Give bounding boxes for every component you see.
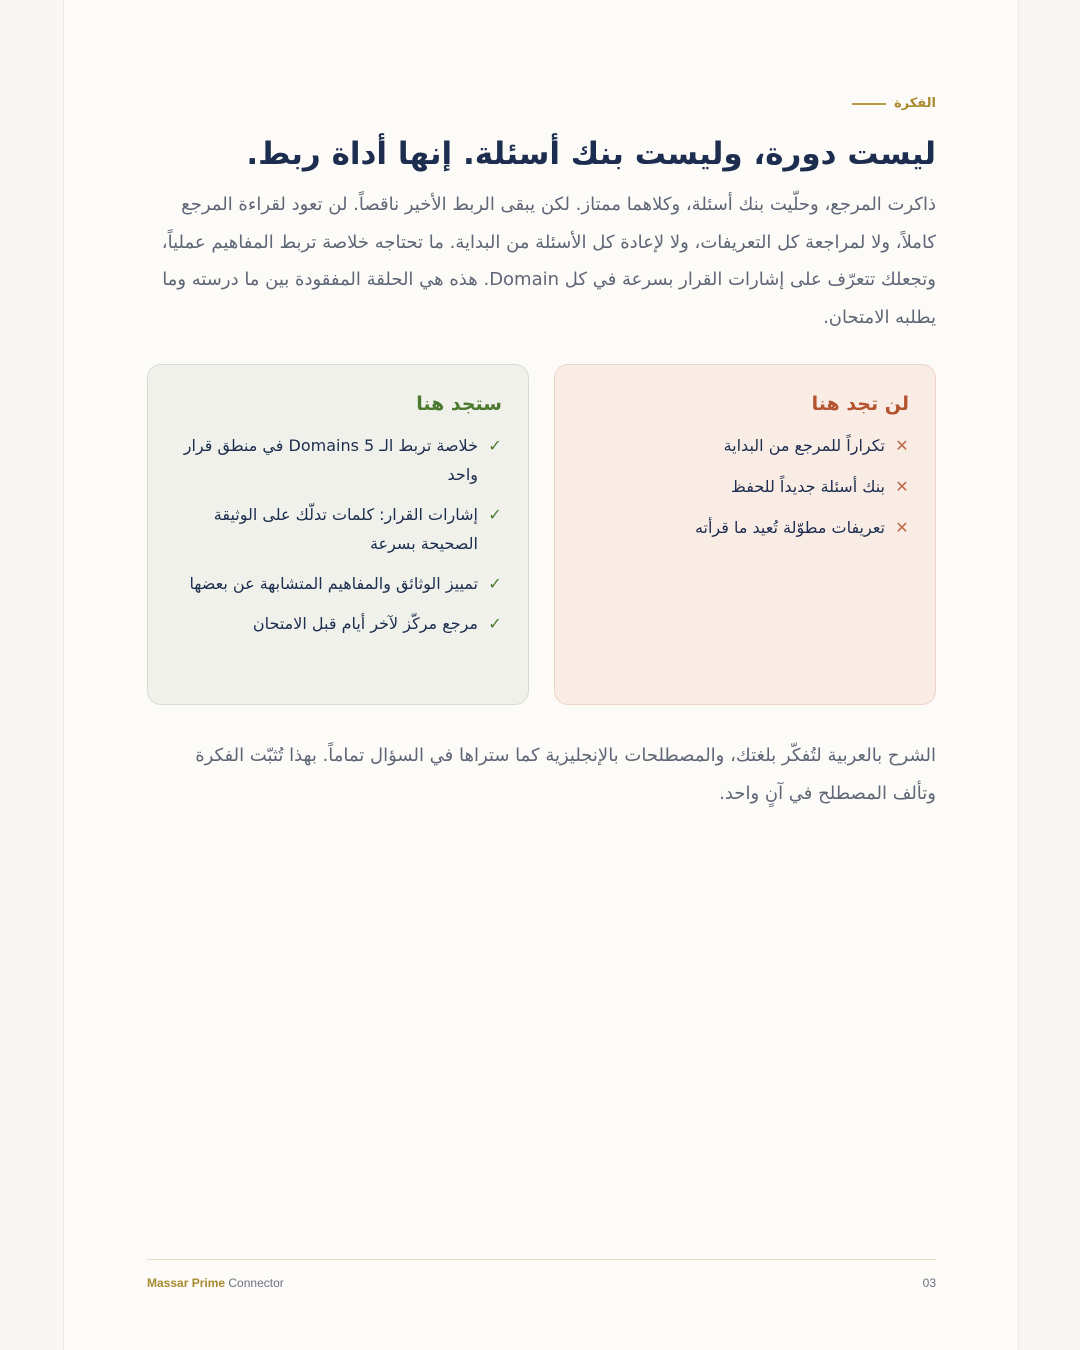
list-item-text: بنك أسئلة جديداً للحفظ: [731, 477, 885, 496]
list-item-text: مرجع مركّز لآخر أيام قبل الامتحان: [252, 614, 478, 633]
footer-brand: [147, 1276, 284, 1290]
not-here-card: [554, 364, 936, 705]
list-item-text: خلاصة تربط الـ 5 Domains في منطق قرار واحد: [183, 436, 478, 484]
section-eyebrow: [852, 96, 936, 111]
x-icon: ✕: [895, 518, 909, 537]
check-icon: ✓: [488, 436, 502, 455]
footer-brand-product: Connector: [228, 1276, 284, 1290]
outro-paragraph: الشرح بالعربية لتُفكّر بلغتك، والمصطلحات بالإنجليزية كما ستراها في السؤال تماماً. بهذا تُثبّت الفكرة وتألف المصطلح في آنٍ واحد.: [195, 745, 936, 804]
here-heading: ستجد هنا: [416, 393, 502, 415]
list-item-text: إشارات القرار: كلمات تدلّك على الوثيقة الصحيحة بسرعة: [213, 505, 478, 553]
list-item-text: تعريفات مطوّلة تُعيد ما قرأته: [694, 518, 885, 537]
footer-divider: [147, 1259, 936, 1260]
not-here-heading: لن تجد هنا: [811, 393, 909, 415]
list-item-text: تمييز الوثائق والمفاهيم المتشابهة عن بعضها: [189, 574, 478, 593]
here-card: [147, 364, 529, 705]
page: [63, 0, 1019, 1350]
list-item: [174, 609, 502, 638]
page-number: 03: [922, 1276, 936, 1290]
eyebrow-line: [852, 103, 886, 105]
check-icon: ✓: [488, 614, 502, 633]
x-icon: ✕: [895, 477, 909, 496]
eyebrow-label: الفكرة: [893, 96, 936, 111]
check-icon: ✓: [488, 505, 502, 524]
list-item: [174, 500, 502, 558]
list-item: [174, 431, 502, 489]
here-list: [174, 431, 502, 638]
list-item: [174, 569, 502, 598]
x-icon: ✕: [895, 436, 909, 455]
footer-brand-name: Massar Prime: [147, 1276, 226, 1290]
list-item: [581, 431, 909, 460]
not-here-list: [581, 431, 909, 542]
check-icon: ✓: [488, 574, 502, 593]
intro-paragraph: ذاكرت المرجع، وحلّيت بنك أسئلة، وكلاهما ممتاز. لكن يبقى الربط الأخير ناقصاً. لن تعود لقراءة المرجع كاملاً، ولا لمراجعة كل التعريفات، ولا لإعادة كل الأسئلة من البداية. ما تحتاجه خلاصة تربط المفاهيم عملياً، وتجعلك تتعرّف على إشارات القرار بسرعة في كل Domain. هذه هي الحلقة المفقودة بين ما درسته وما يطلبه الامتحان.: [161, 194, 936, 328]
page-title: ليست دورة، وليست بنك أسئلة. إنها أداة ربط.: [246, 136, 936, 172]
list-item: [581, 472, 909, 501]
list-item: [581, 513, 909, 542]
list-item-text: تكراراً للمرجع من البداية: [723, 436, 885, 455]
